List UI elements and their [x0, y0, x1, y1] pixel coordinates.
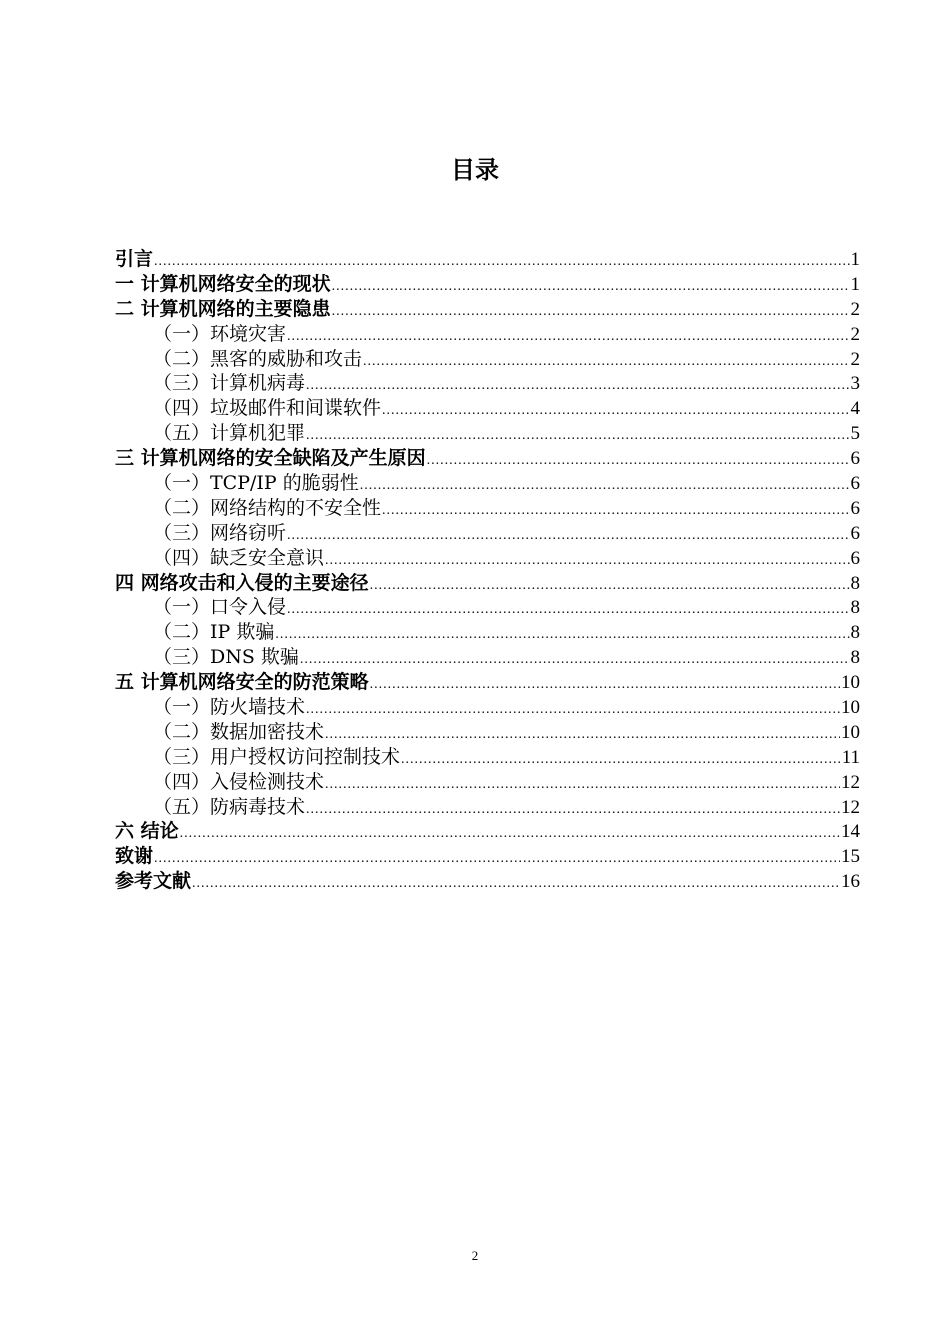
toc-entry-page: 12 [841, 771, 860, 793]
toc-entry-title: 一 计算机网络安全的现状 [115, 272, 331, 295]
toc-subentry[interactable] [115, 521, 860, 546]
toc-entry[interactable] [115, 272, 860, 297]
toc-leader-dots [180, 822, 840, 847]
toc-entry-page: 1 [850, 249, 860, 270]
toc-entry-page: 12 [841, 796, 860, 818]
toc-subentry[interactable] [115, 421, 860, 446]
toc-entry-title: 引言 [115, 248, 154, 270]
toc-entry-title: （四）入侵检测技术 [153, 770, 325, 793]
toc-entry-title: （三）用户授权访问控制技术 [153, 745, 401, 768]
toc-leader-dots [275, 623, 849, 648]
toc-entry-page: 16 [841, 871, 860, 893]
toc-entry-title: （四）垃圾邮件和间谍软件 [153, 397, 382, 420]
toc-entry-title: （三）网络窃听 [153, 521, 287, 544]
toc-leader-dots [427, 449, 850, 474]
toc-subentry[interactable] [115, 770, 860, 795]
toc-entry-title: （一）口令入侵 [153, 596, 287, 619]
toc-subentry[interactable] [115, 471, 860, 496]
toc-entry-page: 14 [841, 821, 860, 843]
toc-subentry[interactable] [115, 720, 860, 745]
toc-entry-page: 8 [850, 597, 860, 619]
toc-entry-title: （一）防火墙技术 [153, 696, 306, 719]
toc-entry-page: 5 [850, 423, 860, 445]
toc-entry-title: （四）缺乏安全意识 [153, 546, 325, 569]
toc-leader-dots [325, 773, 840, 798]
toc-leader-dots [325, 549, 849, 574]
toc-entry-title: （三）计算机病毒 [153, 372, 306, 395]
page-title: 目录 [451, 156, 499, 184]
toc-entry-title: 五 计算机网络安全的防范策略 [115, 671, 369, 694]
toc-entry-page: 2 [850, 323, 860, 345]
toc-leader-dots [306, 798, 840, 823]
toc-leader-dots [306, 374, 849, 399]
toc-subentry[interactable] [115, 322, 860, 347]
toc-entry-page: 15 [841, 846, 860, 868]
toc-entry-title: （五）计算机犯罪 [153, 422, 306, 445]
toc-leader-dots [382, 499, 849, 524]
toc-entry-title: 四 网络攻击和入侵的主要途径 [115, 571, 369, 594]
toc-entry-page: 8 [850, 622, 860, 644]
toc-leader-dots [401, 748, 841, 773]
toc-leader-dots [332, 275, 850, 300]
page-number: 2 [471, 1248, 479, 1263]
toc-entry-title: （二）网络结构的不安全性 [153, 496, 382, 519]
toc-entry[interactable] [115, 571, 860, 596]
toc-entry-page: 10 [841, 697, 860, 719]
toc-leader-dots [154, 847, 840, 872]
toc-leader-dots [370, 574, 850, 599]
toc-entry-title: 致谢 [115, 845, 154, 868]
toc-entry-page: 6 [850, 448, 860, 470]
toc-leader-dots [287, 524, 849, 549]
toc-entry-title: （二）黑客的威胁和攻击 [153, 347, 363, 370]
toc-subentry[interactable] [115, 595, 860, 620]
table-of-contents [115, 247, 860, 894]
toc-leader-dots [287, 325, 849, 350]
toc-entry[interactable] [115, 247, 860, 272]
toc-entry-page: 10 [841, 672, 860, 694]
toc-leader-dots [382, 399, 849, 424]
toc-subentry[interactable] [115, 347, 860, 372]
toc-subentry[interactable] [115, 496, 860, 521]
toc-entry-title: （二）IP 欺骗 [153, 621, 275, 644]
toc-entry-page: 2 [850, 348, 860, 370]
toc-entry-page: 8 [850, 572, 860, 594]
toc-subentry[interactable] [115, 695, 860, 720]
toc-leader-dots [300, 648, 850, 673]
toc-entry[interactable] [115, 670, 860, 695]
toc-entry-title: （二）数据加密技术 [153, 720, 325, 743]
toc-subentry[interactable] [115, 795, 860, 820]
toc-leader-dots [306, 698, 840, 723]
toc-entry-page: 2 [850, 298, 860, 320]
toc-entry-page: 6 [850, 547, 860, 569]
toc-entry-title: （一）TCP/IP 的脆弱性 [153, 472, 359, 495]
toc-leader-dots [325, 723, 840, 748]
toc-leader-dots [370, 673, 840, 698]
toc-leader-dots [192, 872, 840, 897]
toc-entry-page: 11 [841, 746, 860, 768]
toc-subentry[interactable] [115, 371, 860, 396]
toc-entry[interactable] [115, 819, 860, 844]
toc-entry-title: 三 计算机网络的安全缺陷及产生原因 [115, 447, 426, 470]
toc-entry-page: 6 [850, 497, 860, 519]
toc-entry-title: 六 结论 [115, 820, 179, 843]
toc-subentry[interactable] [115, 396, 860, 421]
toc-leader-dots [363, 350, 849, 375]
toc-entry-page: 4 [850, 398, 860, 420]
toc-entry-title: （五）防病毒技术 [153, 795, 306, 818]
toc-entry-title: （三）DNS 欺骗 [153, 646, 299, 669]
toc-entry[interactable] [115, 844, 860, 869]
toc-leader-dots [360, 474, 850, 499]
toc-entry-page: 3 [850, 373, 860, 395]
toc-subentry[interactable] [115, 645, 860, 670]
toc-entry-title: （一）环境灾害 [153, 322, 287, 345]
toc-leader-dots [332, 300, 850, 325]
toc-entry-page: 6 [850, 473, 860, 495]
toc-entry-page: 8 [850, 647, 860, 669]
toc-entry-page: 10 [841, 721, 860, 743]
toc-entry-page: 1 [850, 273, 860, 295]
toc-entry[interactable] [115, 869, 860, 894]
toc-entry-page: 6 [850, 522, 860, 544]
toc-subentry[interactable] [115, 620, 860, 645]
toc-subentry[interactable] [115, 546, 860, 571]
toc-entry-title: 参考文献 [115, 870, 192, 893]
toc-subentry[interactable] [115, 745, 860, 770]
toc-entry-title: 二 计算机网络的主要隐患 [115, 297, 331, 320]
toc-entry[interactable] [115, 446, 860, 471]
toc-entry[interactable] [115, 297, 860, 322]
toc-leader-dots [287, 598, 849, 623]
